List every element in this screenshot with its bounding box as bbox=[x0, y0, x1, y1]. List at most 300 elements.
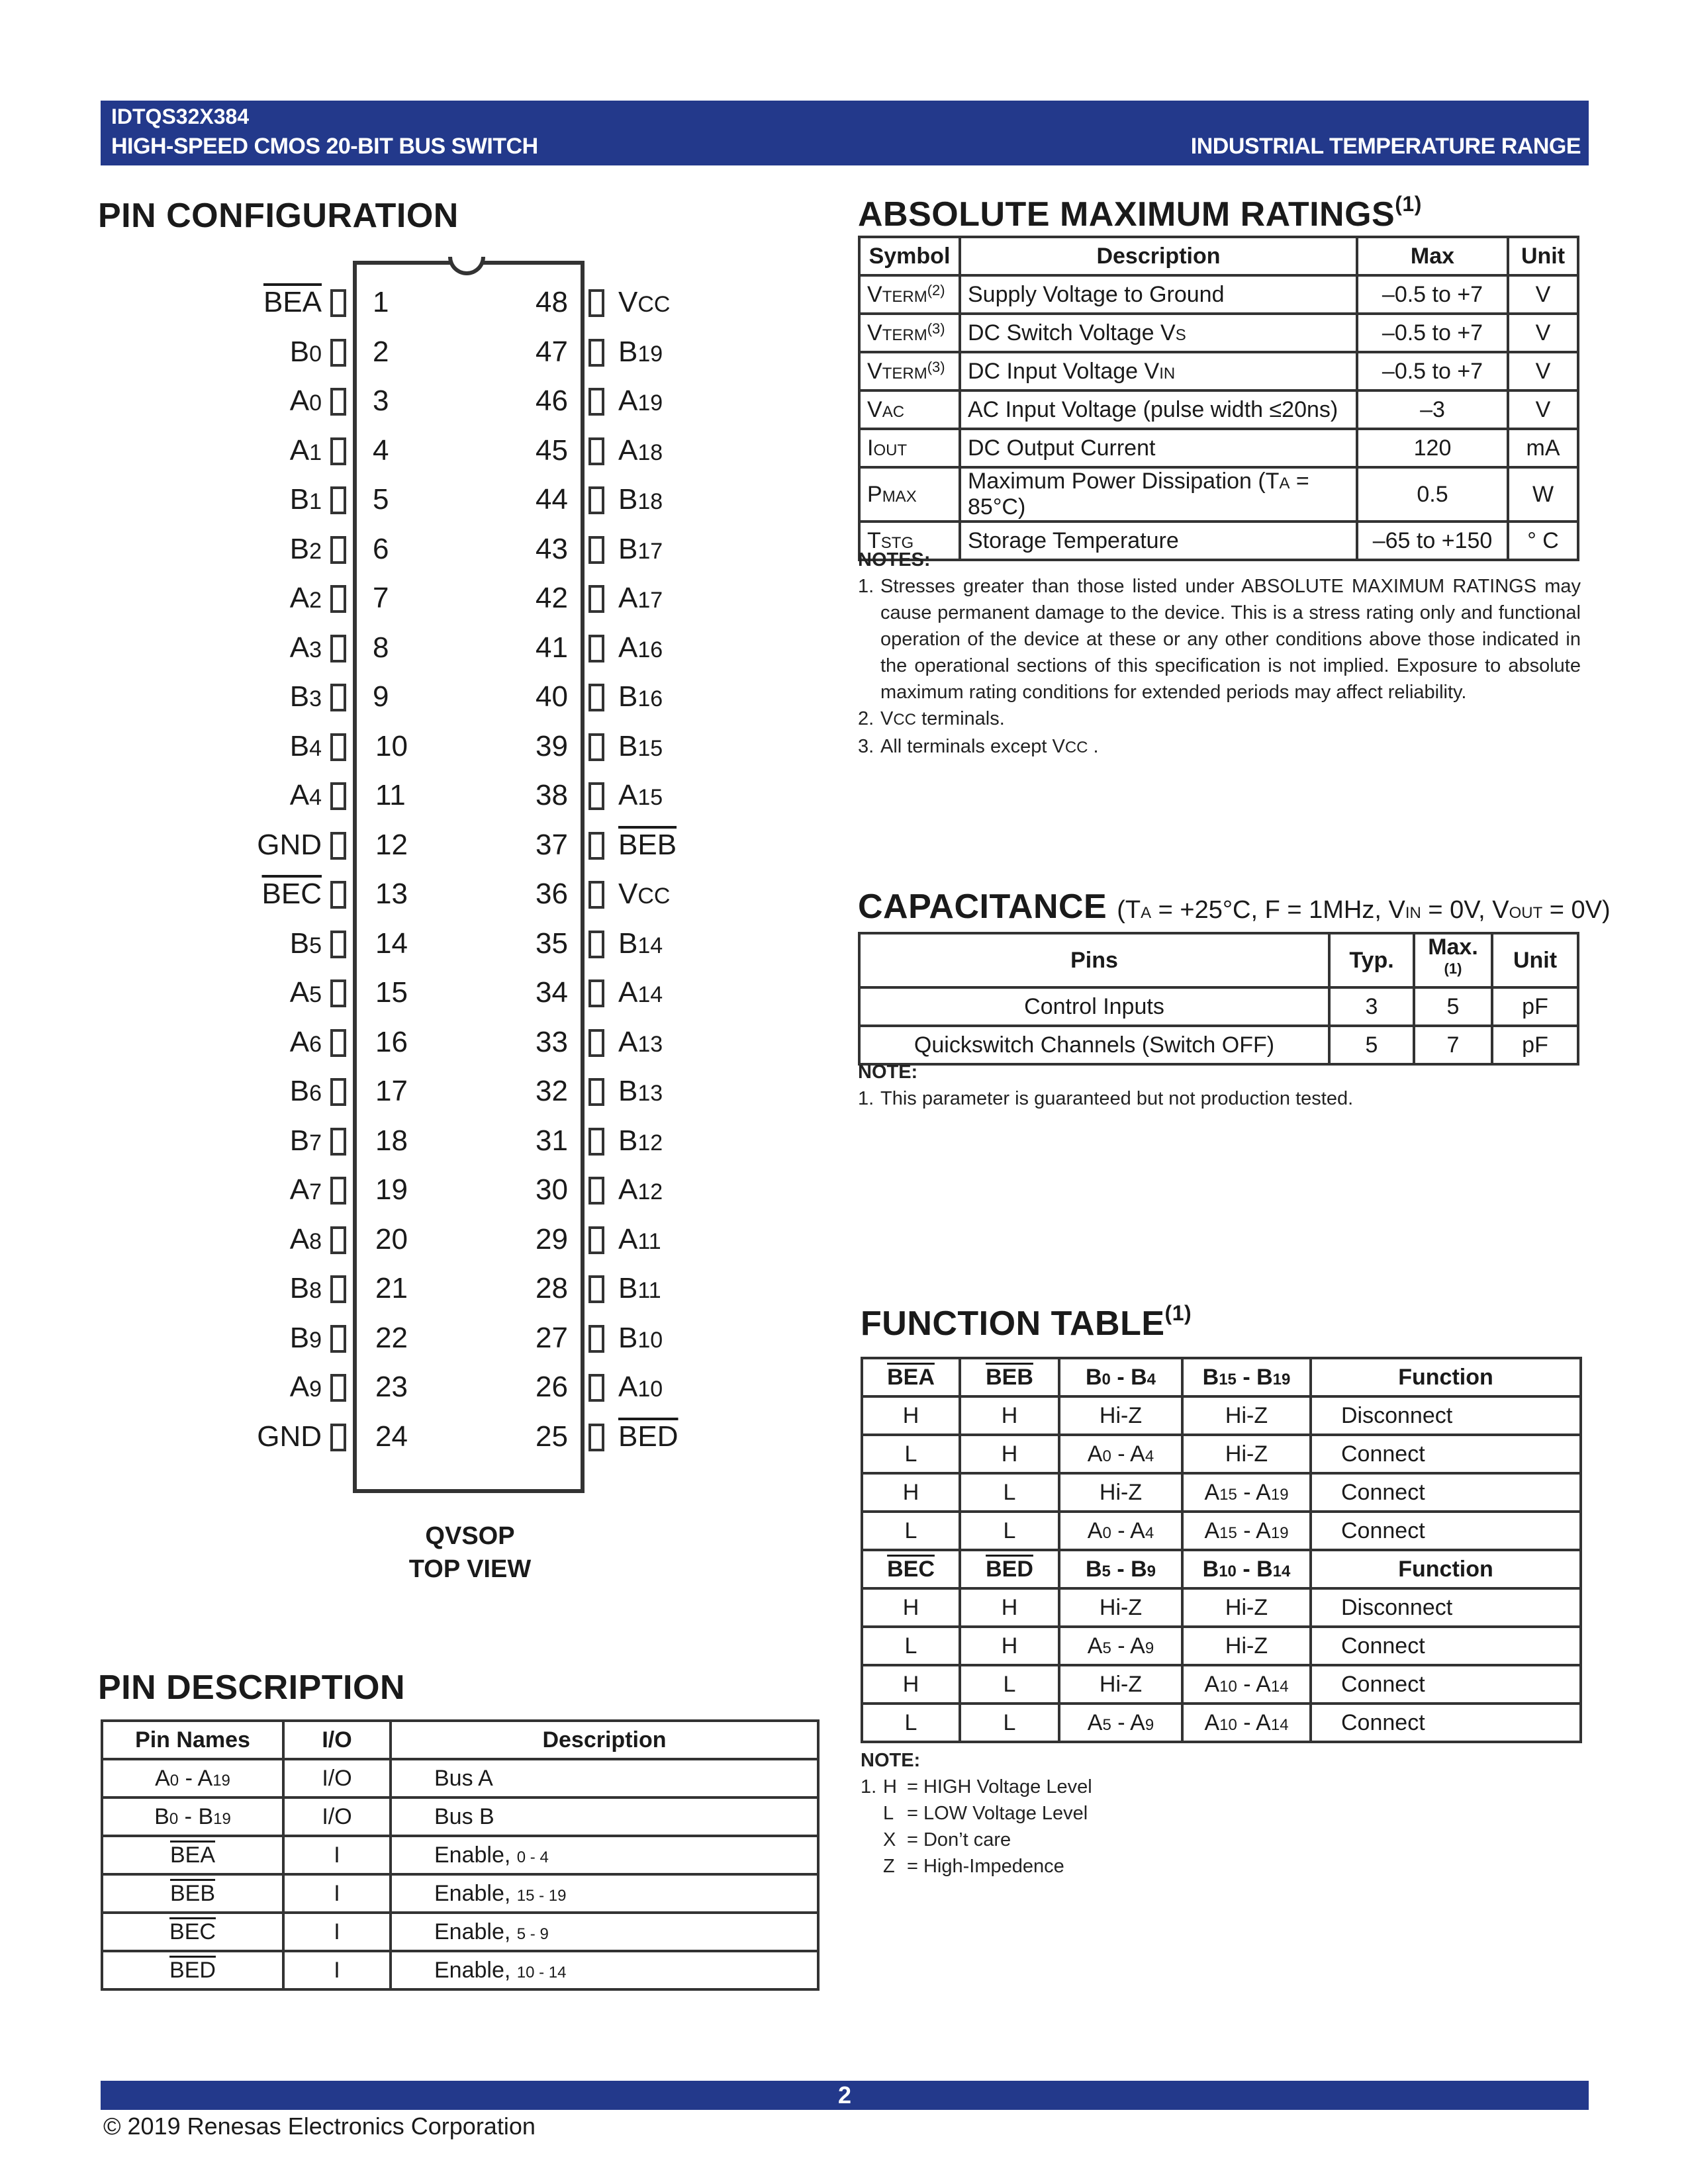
b-low-state: Hi-Z bbox=[1059, 1396, 1182, 1435]
function-value: Connect bbox=[1311, 1473, 1581, 1512]
pin-label: VCC bbox=[618, 286, 671, 318]
note-line bbox=[861, 1800, 1390, 1827]
pin-label: A12 bbox=[618, 1173, 663, 1206]
pin-number: 36 bbox=[536, 878, 568, 910]
pin-label: A2 bbox=[289, 582, 322, 614]
pin-name: $\overline{BEC}$ bbox=[102, 1913, 283, 1951]
pin-desc: Enable, 15 - 19 bbox=[391, 1874, 818, 1913]
col-header-pin-names: Pin Names bbox=[102, 1721, 283, 1759]
pin-number: 1 bbox=[373, 286, 389, 318]
enable-2: L bbox=[960, 1704, 1059, 1742]
pin-number: 43 bbox=[536, 532, 568, 565]
pin-label: $\overline{BEB}$ bbox=[618, 828, 677, 861]
note-value: = High-Impedence bbox=[907, 1856, 1064, 1877]
pin-name: $\overline{BED}$ bbox=[102, 1951, 283, 1989]
pin-box bbox=[330, 1424, 346, 1451]
pin-number: 35 bbox=[536, 927, 568, 960]
table-row bbox=[862, 1588, 1581, 1627]
enable-1: H bbox=[862, 1665, 960, 1704]
pin-box bbox=[330, 486, 346, 514]
pin-number: 38 bbox=[536, 779, 568, 811]
pin-label: A8 bbox=[289, 1222, 322, 1255]
b-low-state: A0 - A4 bbox=[1059, 1512, 1182, 1550]
abs-max-title: ABSOLUTE MAXIMUM RATINGS$^{(1)}$ bbox=[858, 192, 1422, 234]
enable-1: L bbox=[862, 1512, 960, 1550]
pin-number: 21 bbox=[375, 1272, 408, 1304]
enable-1: L bbox=[862, 1704, 960, 1742]
pin-number: 16 bbox=[375, 1025, 408, 1058]
pin-box bbox=[330, 536, 346, 564]
col-header-b-low: B0 - B4 bbox=[1059, 1358, 1182, 1396]
unit: V bbox=[1508, 275, 1578, 314]
package-label bbox=[371, 1520, 569, 1586]
pin-label: B1 bbox=[289, 483, 322, 516]
b-high-state: Hi-Z bbox=[1182, 1627, 1311, 1665]
col-header-enable-1: $\overline{BEC}$ bbox=[862, 1550, 960, 1588]
col-header-io: I/O bbox=[283, 1721, 391, 1759]
pin-number: 29 bbox=[536, 1222, 568, 1255]
pin-box bbox=[330, 1128, 346, 1156]
pin-box bbox=[588, 881, 604, 909]
pin-label: B7 bbox=[289, 1124, 322, 1157]
pin-number: 6 bbox=[373, 532, 389, 565]
pin-label: $\overline{BEA}$ bbox=[263, 286, 322, 318]
max-value: –0.5 to +7 bbox=[1357, 314, 1508, 352]
pin-label: GND bbox=[257, 1420, 322, 1453]
enable-1: H bbox=[862, 1473, 960, 1512]
note-key: H bbox=[883, 1776, 897, 1797]
pin-box bbox=[588, 1374, 604, 1402]
package-name: QVSOP bbox=[425, 1522, 515, 1550]
pin-name: B0 - B19 bbox=[102, 1797, 283, 1836]
b-high-state: Hi-Z bbox=[1182, 1435, 1311, 1473]
pin-label: A16 bbox=[618, 631, 663, 664]
pin-box bbox=[588, 437, 604, 465]
note-line bbox=[861, 1853, 1390, 1880]
note-3: 3. All terminals except VCC . bbox=[858, 736, 1099, 757]
pin-number: 15 bbox=[375, 976, 408, 1009]
enable-1: L bbox=[862, 1627, 960, 1665]
pin-io: I bbox=[283, 1874, 391, 1913]
col-header-description: Description bbox=[391, 1721, 818, 1759]
pin-label: B18 bbox=[618, 483, 663, 516]
pin-number: 4 bbox=[373, 433, 389, 467]
symbol: IOUT bbox=[859, 429, 960, 467]
enable-2: L bbox=[960, 1512, 1059, 1550]
pin-box bbox=[588, 1078, 604, 1106]
col-header-b-high: B10 - B14 bbox=[1182, 1550, 1311, 1588]
header-bar bbox=[101, 101, 1589, 165]
b-low-state: Hi-Z bbox=[1059, 1588, 1182, 1627]
pin-number: 48 bbox=[536, 286, 568, 318]
b-high-state: A15 - A19 bbox=[1182, 1473, 1311, 1512]
pin-desc: Enable, 5 - 9 bbox=[391, 1913, 818, 1951]
function-value: Disconnect bbox=[1311, 1396, 1581, 1435]
typ-value: 3 bbox=[1329, 987, 1414, 1026]
pin-label: A4 bbox=[289, 779, 322, 811]
pin-number: 33 bbox=[536, 1025, 568, 1058]
table-header-row bbox=[859, 933, 1578, 987]
max-value: –0.5 to +7 bbox=[1357, 352, 1508, 390]
pin-label: B16 bbox=[618, 680, 663, 713]
function-value: Connect bbox=[1311, 1704, 1581, 1742]
pin-box bbox=[588, 1128, 604, 1156]
pin-number: 39 bbox=[536, 729, 568, 762]
pin-box bbox=[588, 1177, 604, 1205]
pin-box bbox=[588, 536, 604, 564]
description: DC Switch Voltage VS bbox=[960, 314, 1357, 352]
pin-label: B4 bbox=[289, 729, 322, 762]
pin-box bbox=[330, 733, 346, 761]
pin-number: 5 bbox=[373, 483, 389, 516]
pin-label: VCC bbox=[618, 878, 671, 910]
table-row bbox=[859, 275, 1578, 314]
pin-number: 45 bbox=[536, 433, 568, 467]
pin-number: 34 bbox=[536, 976, 568, 1009]
description: Maximum Power Dissipation (TA = 85°C) bbox=[960, 467, 1357, 522]
col-header-b-high: B15 - B19 bbox=[1182, 1358, 1311, 1396]
pin-box bbox=[330, 339, 346, 367]
pin-number: 46 bbox=[536, 385, 568, 417]
pin-number: 3 bbox=[373, 385, 389, 417]
col-header-enable-2: $\overline{BED}$ bbox=[960, 1550, 1059, 1588]
typ-value: 5 bbox=[1329, 1026, 1414, 1064]
pin-box bbox=[330, 1177, 346, 1205]
pin-label: A14 bbox=[618, 976, 663, 1009]
page-number: 2 bbox=[837, 2081, 852, 2109]
max-value: 7 bbox=[1414, 1026, 1492, 1064]
description: Storage Temperature bbox=[960, 522, 1357, 560]
pin-name: $\overline{BEA}$ bbox=[102, 1836, 283, 1874]
capacitance-title: CAPACITANCE (TA = +25°C, F = 1MHz, VIN = 0V, VOUT = 0V) bbox=[858, 887, 1611, 926]
pin-label: A19 bbox=[618, 385, 663, 417]
col-header-enable-1: $\overline{BEA}$ bbox=[862, 1358, 960, 1396]
enable-2: L bbox=[960, 1473, 1059, 1512]
pin-label: A10 bbox=[618, 1371, 663, 1403]
pin-box bbox=[330, 585, 346, 613]
pin-number: 32 bbox=[536, 1075, 568, 1107]
col-header-max: Max.$^{(1)}$ bbox=[1414, 933, 1492, 987]
col-header-unit: Unit bbox=[1492, 933, 1578, 987]
function-value: Disconnect bbox=[1311, 1588, 1581, 1627]
pin-label: A11 bbox=[618, 1222, 661, 1255]
table-row bbox=[102, 1797, 818, 1836]
pin-desc: Enable, 0 - 4 bbox=[391, 1836, 818, 1874]
pin-number: 13 bbox=[375, 878, 408, 910]
function-value: Connect bbox=[1311, 1512, 1581, 1550]
pin-label: A0 bbox=[289, 385, 322, 417]
description: AC Input Voltage (pulse width ≤20ns) bbox=[960, 390, 1357, 429]
pin-label: B15 bbox=[618, 729, 663, 762]
max-value: 120 bbox=[1357, 429, 1508, 467]
pin-box bbox=[330, 388, 346, 416]
pins: Quickswitch Channels (Switch OFF) bbox=[859, 1026, 1329, 1064]
table-header-row bbox=[862, 1358, 1581, 1396]
pin-desc: Bus B bbox=[391, 1797, 818, 1836]
table-row bbox=[859, 390, 1578, 429]
note-num bbox=[861, 1827, 883, 1853]
pin-io: I bbox=[283, 1951, 391, 1989]
function-table bbox=[861, 1357, 1582, 1743]
enable-2: H bbox=[960, 1627, 1059, 1665]
function-table-notes bbox=[861, 1747, 1390, 1880]
pin-box bbox=[330, 1226, 346, 1254]
pin-label: B14 bbox=[618, 927, 663, 960]
abs-max-notes bbox=[858, 547, 1581, 761]
unit: W bbox=[1508, 467, 1578, 522]
b-low-state: A5 - A9 bbox=[1059, 1704, 1182, 1742]
table-row bbox=[102, 1951, 818, 1989]
pin-label: $\overline{BED}$ bbox=[618, 1420, 679, 1453]
max-value: 0.5 bbox=[1357, 467, 1508, 522]
col-header-b-low: B5 - B9 bbox=[1059, 1550, 1182, 1588]
table-header-row bbox=[102, 1721, 818, 1759]
pin-box bbox=[588, 979, 604, 1007]
pin-desc: Enable, 10 - 14 bbox=[391, 1951, 818, 1989]
table-row bbox=[862, 1512, 1581, 1550]
b-low-state: Hi-Z bbox=[1059, 1473, 1182, 1512]
note-heading: NOTE: bbox=[858, 1062, 918, 1083]
pin-number: 20 bbox=[375, 1222, 408, 1255]
unit: pF bbox=[1492, 987, 1578, 1026]
table-row bbox=[859, 352, 1578, 390]
pin-box bbox=[588, 733, 604, 761]
description: DC Output Current bbox=[960, 429, 1357, 467]
col-header-symbol: Symbol bbox=[859, 237, 960, 275]
table-row bbox=[859, 467, 1578, 522]
pin-number: 9 bbox=[373, 680, 389, 713]
pin-box bbox=[588, 339, 604, 367]
unit: mA bbox=[1508, 429, 1578, 467]
note-value: = LOW Voltage Level bbox=[907, 1803, 1088, 1824]
note-key: L bbox=[883, 1803, 894, 1824]
pin-number: 42 bbox=[536, 582, 568, 614]
note-num bbox=[861, 1853, 883, 1880]
table-row bbox=[862, 1665, 1581, 1704]
pin-number: 31 bbox=[536, 1124, 568, 1157]
unit: V bbox=[1508, 314, 1578, 352]
table-header-row bbox=[859, 237, 1578, 275]
pin-box bbox=[588, 388, 604, 416]
unit: V bbox=[1508, 352, 1578, 390]
pin-number: 8 bbox=[373, 631, 389, 664]
enable-1: H bbox=[862, 1396, 960, 1435]
pin-number: 23 bbox=[375, 1371, 408, 1403]
note-key: Z bbox=[883, 1856, 895, 1877]
pin-number: 12 bbox=[375, 828, 408, 861]
unit: ° C bbox=[1508, 522, 1578, 560]
pin-box bbox=[330, 782, 346, 810]
pin-box bbox=[588, 1325, 604, 1353]
capacitance-table bbox=[858, 932, 1579, 1066]
b-high-state: A10 - A14 bbox=[1182, 1704, 1311, 1742]
table-row bbox=[102, 1913, 818, 1951]
pin-box bbox=[588, 289, 604, 317]
device-subtitle: HIGH-SPEED CMOS 20-BIT BUS SWITCH bbox=[111, 134, 538, 159]
pin-desc: Bus A bbox=[391, 1759, 818, 1797]
enable-2: H bbox=[960, 1396, 1059, 1435]
pin-label: A17 bbox=[618, 582, 663, 614]
table-row bbox=[859, 987, 1578, 1026]
pin-label: B2 bbox=[289, 532, 322, 565]
col-header-max: Max bbox=[1357, 237, 1508, 275]
note-value: = HIGH Voltage Level bbox=[907, 1776, 1092, 1797]
pin-box bbox=[330, 1325, 346, 1353]
enable-1: H bbox=[862, 1588, 960, 1627]
col-header-function: Function bbox=[1311, 1358, 1581, 1396]
pin-label: B11 bbox=[618, 1272, 661, 1304]
pin-io: I/O bbox=[283, 1759, 391, 1797]
abs-max-table bbox=[858, 236, 1579, 561]
pin-number: 26 bbox=[536, 1371, 568, 1403]
pin-box bbox=[588, 684, 604, 711]
note-num: 1. bbox=[861, 1776, 877, 1797]
capacitance-conditions: (TA = +25°C, F = 1MHz, VIN = 0V, VOUT = 0V) bbox=[1117, 896, 1611, 924]
pin-box bbox=[330, 832, 346, 860]
pin-label: A3 bbox=[289, 631, 322, 664]
pin-description-title: PIN DESCRIPTION bbox=[98, 1668, 405, 1707]
table-row bbox=[862, 1704, 1581, 1742]
pin-box bbox=[330, 437, 346, 465]
table-row bbox=[859, 314, 1578, 352]
pin-number: 18 bbox=[375, 1124, 408, 1157]
description: Supply Voltage to Ground bbox=[960, 275, 1357, 314]
unit: V bbox=[1508, 390, 1578, 429]
note-2: 2. VCC terminals. bbox=[858, 708, 1005, 729]
pin-label: A13 bbox=[618, 1025, 663, 1058]
pin-number: 2 bbox=[373, 335, 389, 368]
part-number: IDTQS32X384 bbox=[111, 105, 250, 128]
pin-label: A7 bbox=[289, 1173, 322, 1206]
pin-number: 30 bbox=[536, 1173, 568, 1206]
note-1: 1. Stresses greater than those listed under ABSOLUTE MAXIMUM RATINGS may cause permanent damage to the device. This is a stress rating only and functional operation of the device at these or any other conditions above those indicated in the operational sections of this specification is not implied. Exposure to absolute maximum rating conditions for extended periods may affect reliability. bbox=[858, 576, 1581, 703]
temperature-range: INDUSTRIAL TEMPERATURE RANGE bbox=[1190, 134, 1581, 159]
pin-number: 7 bbox=[373, 582, 389, 614]
note-line bbox=[861, 1827, 1390, 1853]
note-num bbox=[861, 1800, 883, 1827]
symbol: VTERM$^{(3)}$ bbox=[859, 314, 960, 352]
table-row bbox=[102, 1759, 818, 1797]
pin-config-title: PIN CONFIGURATION bbox=[98, 197, 459, 235]
col-header-description: Description bbox=[960, 237, 1357, 275]
b-low-state: Hi-Z bbox=[1059, 1665, 1182, 1704]
note-line bbox=[861, 1774, 1390, 1800]
max-value: –0.5 to +7 bbox=[1357, 275, 1508, 314]
pin-label: A5 bbox=[289, 976, 322, 1009]
col-header-unit: Unit bbox=[1508, 237, 1578, 275]
pin-label: A15 bbox=[618, 779, 663, 811]
pin-box bbox=[588, 585, 604, 613]
pin-io: I/O bbox=[283, 1797, 391, 1836]
note-key: X bbox=[883, 1829, 896, 1850]
pin-label: B8 bbox=[289, 1272, 322, 1304]
pin-name: A0 - A19 bbox=[102, 1759, 283, 1797]
symbol: TSTG bbox=[859, 522, 960, 560]
b-low-state: A0 - A4 bbox=[1059, 1435, 1182, 1473]
notes-heading: NOTES: bbox=[858, 549, 931, 570]
copyright: © 2019 Renesas Electronics Corporation bbox=[103, 2113, 536, 2140]
pin-box bbox=[330, 1374, 346, 1402]
table-header-row bbox=[862, 1550, 1581, 1588]
pin-label: B0 bbox=[289, 335, 322, 368]
note-heading: NOTE: bbox=[861, 1750, 921, 1771]
pin-box bbox=[588, 1424, 604, 1451]
pin-description-table bbox=[101, 1719, 820, 1991]
pin-box bbox=[330, 684, 346, 711]
function-table-title: FUNCTION TABLE$^{(1)}$ bbox=[861, 1301, 1192, 1343]
table-row bbox=[102, 1874, 818, 1913]
pin-number: 17 bbox=[375, 1075, 408, 1107]
symbol: VTERM$^{(2)}$ bbox=[859, 275, 960, 314]
pin-number: 14 bbox=[375, 927, 408, 960]
pin-label: B3 bbox=[289, 680, 322, 713]
pin-box bbox=[588, 1275, 604, 1303]
max-value: –65 to +150 bbox=[1357, 522, 1508, 560]
pin-box bbox=[330, 931, 346, 958]
pin-label: B17 bbox=[618, 532, 663, 565]
enable-2: H bbox=[960, 1435, 1059, 1473]
pin-box bbox=[330, 881, 346, 909]
max-value: 5 bbox=[1414, 987, 1492, 1026]
pin-label: A18 bbox=[618, 433, 663, 467]
pin-box bbox=[330, 979, 346, 1007]
pin-label: B5 bbox=[289, 927, 322, 960]
pin-box bbox=[330, 635, 346, 662]
col-header-enable-2: $\overline{BEB}$ bbox=[960, 1358, 1059, 1396]
pin-label: B9 bbox=[289, 1321, 322, 1354]
package-view: TOP VIEW bbox=[408, 1555, 532, 1583]
description: DC Input Voltage VIN bbox=[960, 352, 1357, 390]
pin-number: 19 bbox=[375, 1173, 408, 1206]
b-high-state: Hi-Z bbox=[1182, 1396, 1311, 1435]
pin-number: 25 bbox=[536, 1420, 568, 1453]
function-value: Connect bbox=[1311, 1435, 1581, 1473]
pin-box bbox=[588, 782, 604, 810]
b-high-state: Hi-Z bbox=[1182, 1588, 1311, 1627]
pin-label: B19 bbox=[618, 335, 663, 368]
pin-label: GND bbox=[257, 828, 322, 861]
pin-number: 11 bbox=[375, 779, 406, 811]
footer-bar bbox=[101, 2081, 1589, 2110]
symbol: VTERM$^{(3)}$ bbox=[859, 352, 960, 390]
col-header-function: Function bbox=[1311, 1550, 1581, 1588]
pin-label: $\overline{BEC}$ bbox=[261, 878, 322, 910]
pin-box bbox=[588, 1226, 604, 1254]
b-low-state: A5 - A9 bbox=[1059, 1627, 1182, 1665]
pin-name: $\overline{BEB}$ bbox=[102, 1874, 283, 1913]
max-value: –3 bbox=[1357, 390, 1508, 429]
note-1: 1. This parameter is guaranteed but not production tested. bbox=[858, 1088, 1354, 1109]
pin-box bbox=[588, 931, 604, 958]
pin-number: 27 bbox=[536, 1321, 568, 1354]
pin-box bbox=[330, 1029, 346, 1057]
pin-box bbox=[588, 1029, 604, 1057]
table-row bbox=[862, 1473, 1581, 1512]
b-high-state: A15 - A19 bbox=[1182, 1512, 1311, 1550]
pin-label: B13 bbox=[618, 1075, 663, 1107]
col-header-typ: Typ. bbox=[1329, 933, 1414, 987]
pin-box bbox=[588, 635, 604, 662]
pin-label: A9 bbox=[289, 1371, 322, 1403]
pin-label: B12 bbox=[618, 1124, 663, 1157]
capacitance-notes bbox=[858, 1059, 1579, 1112]
function-value: Connect bbox=[1311, 1627, 1581, 1665]
table-row bbox=[862, 1396, 1581, 1435]
pin-box bbox=[588, 832, 604, 860]
enable-2: H bbox=[960, 1588, 1059, 1627]
symbol: PMAX bbox=[859, 467, 960, 522]
function-value: Connect bbox=[1311, 1665, 1581, 1704]
